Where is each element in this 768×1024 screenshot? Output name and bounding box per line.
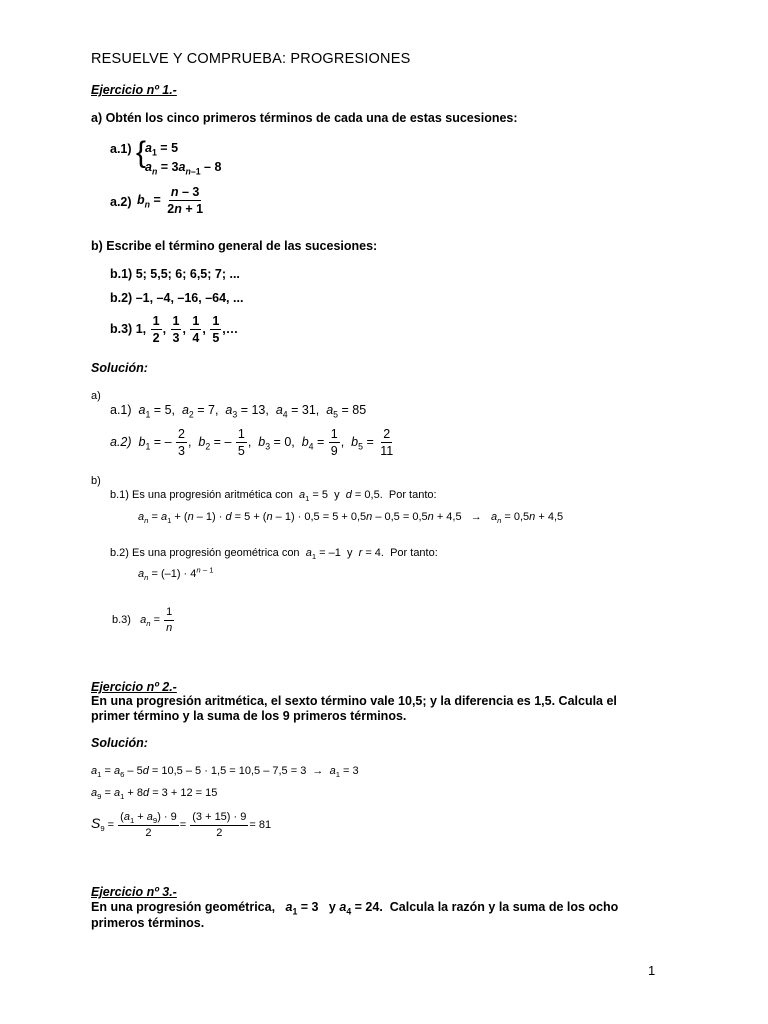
b3-sequence: b.3) 1, $\frac{1}{2}$ , $\frac{1}{3}$ , $\frac{1}{4}$ , $\frac{1}{5}$ ,… (110, 314, 239, 346)
solution-a1: a.1) $a_1 = 5$, $a_2 = 7$, $a_3 = 13$, $a_4 = 31$, $a_5 = 85$ (110, 403, 367, 420)
exercise-2-statement-line-1: En una progresión aritmética, el sexto término vale 10,5; y la diferencia es 1,5. Calcula el (91, 694, 617, 708)
solution-a-label: a) (91, 390, 101, 402)
exercise-1-solution-heading: Solución: (91, 361, 148, 375)
exercise-2-solution-heading: Solución: (91, 736, 148, 750)
page-number: 1 (648, 963, 656, 978)
exercise-2-statement-line-2: primer término y la suma de los 9 primeros términos. (91, 709, 407, 723)
solution-b1-derivation: $a_n = a_1 + (n - 1) \cdot d = 5 + (n - 1) \cdot 0,5 = 5 + 0,5n - 0,5 = 0,5n + 4,5 \to a_n = 0,5n + 4,5$ (138, 511, 564, 526)
exercise-2-a1-derivation: $a_1 = a_6 - 5d = 10,5 - 5 \cdot 1,5 = 10,5 - 7,5 = 3 \to a_1 = 3$ (91, 765, 359, 780)
solution-b3: b.3) $a_n$ = $\frac{1}{n}$ (112, 606, 173, 634)
exercise-2-a9-derivation: $a_9 = a_1 + 8d = 3 + 12 = 15$ (91, 787, 218, 802)
solution-b2-statement: b.2) Es una progresión geométrica con $a_1 = -1$ y r = 4. Por tanto: (110, 547, 438, 562)
a2-formula: $b_n$ = $\frac{n - 3}{2n + 1}$ (137, 185, 204, 217)
a1-formula-line-2: $a_n = 3a_{n-1} - 8$ (145, 160, 222, 177)
exercise-3-heading: Ejercicio nº 3.- (91, 885, 177, 899)
exercise-1-part-a-prompt: a) Obtén los cinco primeros términos de cada una de estas sucesiones: (91, 111, 518, 125)
page-title: RESUELVE Y COMPRUEBA: PROGRESIONES (91, 51, 411, 67)
exercise-2-heading: Ejercicio nº 2.- (91, 680, 177, 694)
exercise-1-heading: Ejercicio nº 1.- (91, 83, 177, 97)
solution-b-label: b) (91, 475, 101, 487)
solution-b1-statement: b.1) Es una progresión aritmética con $a_1 = 5$ y d = 0,5. Por tanto: (110, 489, 437, 504)
b2-sequence: b.2) –1, –4, –16, –64, ... (110, 291, 244, 305)
a2-label: a.2) (110, 195, 132, 209)
exercise-2-sum-formula: $S_9$ = $\frac{(a_1 + a_9) \cdot 9}{2}$ = $\frac{(3 + 15) \cdot 9}{2}$ = 81 (91, 811, 272, 839)
exercise-3-statement-line-1: En una progresión geométrica, $a_1 = 3$ y $a_4 = 24$. Calcula la razón y la suma de los ocho (91, 900, 619, 917)
solution-b2-formula: $a_n = (-1) \cdot 4^{n - 1}$ (138, 565, 214, 583)
b1-sequence: b.1) 5; 5,5; 6; 6,5; 7; ... (110, 267, 240, 281)
b3-label: b.3) 1, (110, 322, 147, 337)
exercise-3-statement-line-2: primeros términos. (91, 916, 205, 930)
system-brace: { (136, 136, 147, 169)
solution-a2: a.2) $b_1$ = – $\frac{2}{3}$ , $b_2$ = – $\frac{1}{5}$ , $b_3 = 0$, $b_4$ = $\frac{1}{9}$ , $b_5$ = $\frac{2}{11}$ (110, 427, 394, 459)
exercise-1-part-b-prompt: b) Escribe el término general de las sucesiones: (91, 239, 378, 253)
a1-label: a.1) (110, 142, 132, 156)
a1-formula-line-1: $a_1 = 5$ (145, 141, 179, 158)
